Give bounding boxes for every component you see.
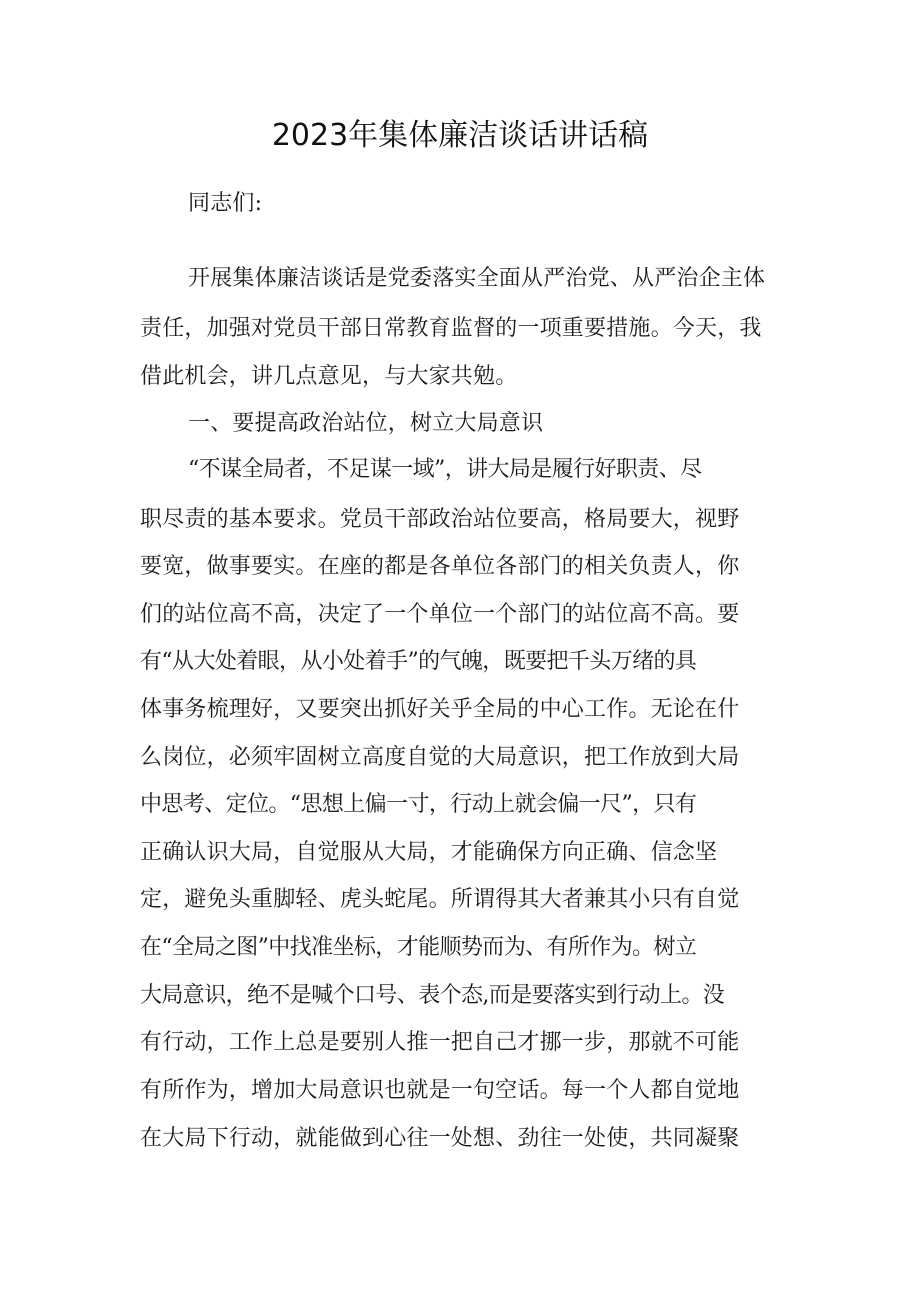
paragraph-line: 中思考、定位。“思想上偏一寸，行动上就会偏一尺”，只有 — [140, 792, 697, 817]
paragraph-line: 有行动，工作上总是要别人推一把自己才挪一步，那就不可能 — [140, 1030, 740, 1055]
paragraph-line: 么岗位，必须牢固树立高度自觉的大局意识，把工作放到大局 — [140, 745, 740, 770]
paragraph-line: 们的站位高不高，决定了一个单位一个部门的站位高不高。要 — [140, 602, 740, 627]
paragraph-line: 在“全局之图”中找准坐标，才能顺势而为、有所作为。树立 — [140, 935, 697, 960]
paragraph-line: 要宽，做事要实。在座的都是各单位各部门的相关负责人，你 — [140, 554, 740, 579]
paragraph-line: 体事务梳理好，又要突出抓好关乎全局的中心工作。无论在什 — [140, 697, 740, 722]
paragraph-line: 职尽责的基本要求。党员干部政治站位要高，格局要大，视野 — [140, 507, 740, 532]
paragraph-line: 借此机会，讲几点意见，与大家共勉。 — [140, 364, 518, 389]
paragraph-line: 大局意识，绝不是喊个口号、表个态,而是要落实到行动上。没 — [140, 983, 725, 1008]
paragraph-line: 定，避免头重脚轻、虎头蛇尾。所谓得其大者兼其小只有自觉 — [140, 887, 740, 912]
paragraph-line: 开展集体廉洁谈话是党委落实全面从严治党、从严治企主体 — [188, 266, 766, 291]
paragraph-line: 责任，加强对党员干部日常教育监督的一项重要措施。今天，我 — [140, 316, 762, 341]
paragraph-line: “不谋全局者，不足谋一域”，讲大局是履行好职责、尽 — [188, 457, 702, 482]
paragraph-line: 正确认识大局，自觉服从大局，才能确保方向正确、信念坚 — [140, 840, 718, 865]
paragraph-line: 有“从大处着眼，从小处着手”的气魄，既要把千头万绪的具 — [140, 649, 697, 674]
paragraph-line: 在大局下行动，就能做到心往一处想、劲往一处使，共同凝聚 — [140, 1126, 740, 1151]
salutation: 同志们: — [188, 191, 263, 216]
paragraph-line: 有所作为，增加大局意识也就是一句空话。每一个人都自觉地 — [140, 1078, 740, 1103]
section-heading: 一、要提高政治站位，树立大局意识 — [188, 411, 544, 436]
document-title: 2023年集体廉洁谈话讲话稿 — [271, 118, 649, 153]
